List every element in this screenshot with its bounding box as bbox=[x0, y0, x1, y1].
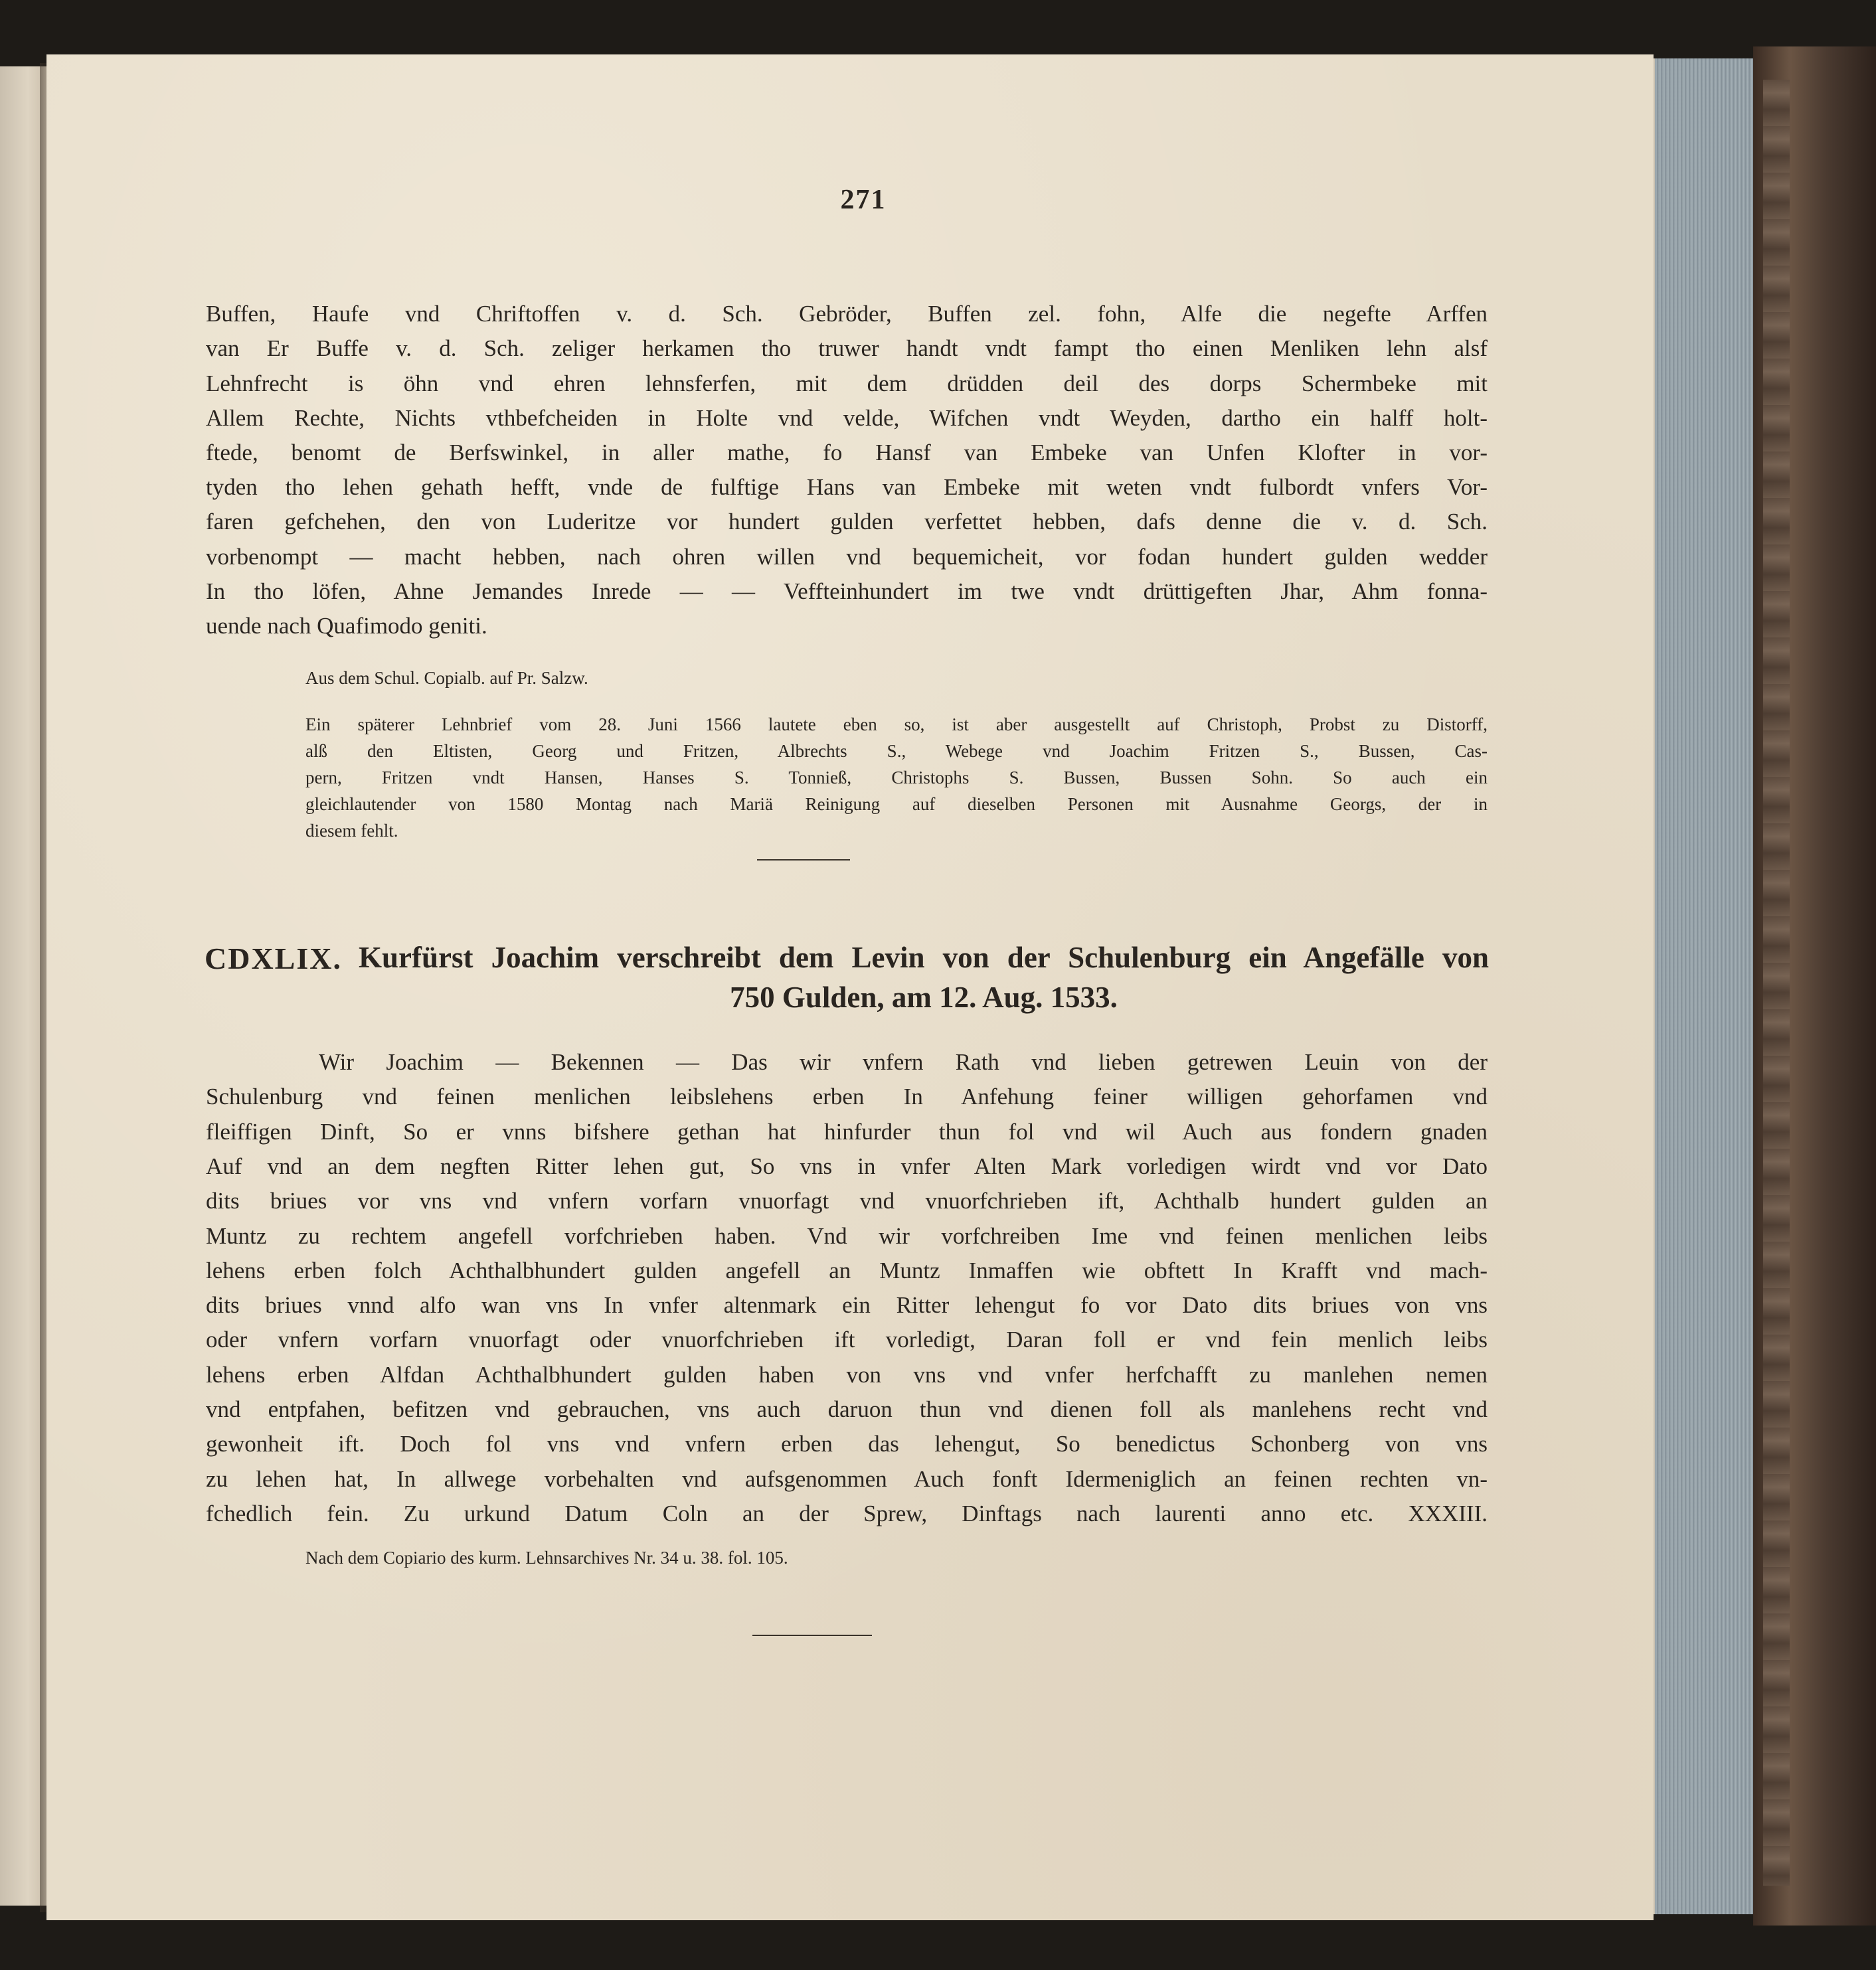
text-line: Schulenburg vnd feinen menlichen leibslehens erben In Anfehung feiner willigen gehorfamen vnd bbox=[206, 1084, 1488, 1109]
cover-marbling bbox=[1763, 80, 1790, 1886]
text-line: Muntz zu rechtem angefell vorfchrieben haben. Vnd wir vorfchreiben Ime vnd feinen menlichen leibs bbox=[206, 1223, 1488, 1249]
text-line: oder vnfern vorfarn vnuorfagt oder vnuorfchrieben ift vorledigt, Daran foll er vnd fein menlich leibs bbox=[206, 1327, 1488, 1353]
source-note-1: Aus dem Schul. Copialb. auf Pr. Salzw. bbox=[305, 668, 588, 688]
source-note-2: Nach dem Copiario des kurm. Lehnsarchives Nr. 34 u. 38. fol. 105. bbox=[305, 1548, 788, 1568]
text-line: tyden tho lehen gehath hefft, vnde de fulftige Hans van Embeke mit weten vndt fulbordt vnfers Vor- bbox=[206, 474, 1488, 500]
text-line: Wir Joachim — Bekennen — Das wir vnfern Rath vnd lieben getrewen Leuin von der bbox=[319, 1049, 1488, 1075]
text-line: dits briues vnnd alfo wan vns In vnfer altenmark ein Ritter lehengut fo vor Dato dits briues von vns bbox=[206, 1292, 1488, 1318]
text-line: Auf vnd an dem negften Ritter lehen gut, So vns in vnfer Alten Mark vorledigen wirdt vnd vor Dato bbox=[206, 1153, 1488, 1179]
footnote-line: diesem fehlt. bbox=[305, 821, 398, 841]
footnote-line: Ein späterer Lehnbrief vom 28. Juni 1566 lautete eben so, ist aber ausgestellt auf Christoph, Probst zu Distorff, bbox=[305, 714, 1488, 734]
text-line: lehens erben folch Achthalbhundert gulden angefell an Muntz Inmaffen wie obftett In Krafft vnd mach- bbox=[206, 1258, 1488, 1283]
text-line: fchedlich fein. Zu urkund Datum Coln an der Sprew, Dinftags nach laurenti anno etc. XXXIII. bbox=[206, 1501, 1488, 1526]
text-line: gewonheit ift. Doch fol vns vnd vnfern erben das lehengut, So benedictus Schonberg von vns bbox=[206, 1431, 1488, 1457]
document-title-line2: 750 Gulden, am 12. Aug. 1533. bbox=[730, 981, 1118, 1014]
page-edges bbox=[1654, 58, 1754, 1914]
text-line: In tho löfen, Ahne Jemandes Inrede — — Veffteinhundert im twe vndt drüttigeften Jhar, Ahm fonna- bbox=[206, 578, 1488, 604]
text-line: dits briues vor vns vnd vnfern vorfarn vnuorfagt vnd vnuorfchrieben ift, Achthalb hundert gulden an bbox=[206, 1188, 1488, 1214]
footnote-line: alß den Eltisten, Georg und Fritzen, Albrechts S., Webege vnd Joachim Fritzen S., Bussen, Cas- bbox=[305, 741, 1488, 761]
document-title: Kurfürst Joachim verschreibt dem Levin von der Schulenburg ein Angefälle von bbox=[359, 941, 1489, 974]
document-number: CDXLIX. bbox=[205, 942, 342, 975]
text-line: Lehnfrecht is öhn vnd ehren lehnsferfen, mit dem drüdden deil des dorps Schermbeke mit bbox=[206, 370, 1488, 396]
text-line: van Er Buffe v. d. Sch. zeliger herkamen tho truwer handt vndt fampt tho einen Menliken lehn alsf bbox=[206, 335, 1488, 361]
footnote-line: gleichlautender von 1580 Montag nach Mariä Reinigung auf dieselben Personen mit Ausnahme Georgs, der in bbox=[305, 794, 1488, 814]
text-line: vnd entpfahen, befitzen vnd gebrauchen, vns auch daruon thun vnd dienen foll als manlehens recht vnd bbox=[206, 1396, 1488, 1422]
text-line: zu lehen hat, In allwege vorbehalten vnd aufsgenommen Auch fonft Idermeniglich an feinen rechten vn- bbox=[206, 1466, 1488, 1492]
text-line: fleiffigen Dinft, So er vnns bifshere gethan hat hinfurder thun fol vnd wil Auch aus fondern gnaden bbox=[206, 1119, 1488, 1145]
footnote-line: pern, Fritzen vndt Hansen, Hanses S. Tonnieß, Christophs S. Bussen, Bussen Sohn. So auch ein bbox=[305, 768, 1488, 787]
text-line: Buffen, Haufe vnd Chriftoffen v. d. Sch. Gebröder, Buffen zel. fohn, Alfe die negefte Arffen bbox=[206, 301, 1488, 327]
text-line: faren gefchehen, den von Luderitze vor hundert gulden verfettet hebben, dafs denne die v. d. Sch. bbox=[206, 509, 1488, 534]
end-divider bbox=[752, 1635, 872, 1636]
book-page bbox=[46, 54, 1654, 1920]
page-number: 271 bbox=[840, 185, 887, 215]
text-line: Allem Rechte, Nichts vthbefcheiden in Holte vnd velde, Wifchen vndt Weyden, dartho ein halff holt- bbox=[206, 405, 1488, 431]
text-line: uende nach Quafimodo geniti. bbox=[206, 613, 487, 639]
text-line: vorbenompt — macht hebben, nach ohren willen vnd bequemicheit, vor fodan hundert gulden wedder bbox=[206, 544, 1488, 570]
text-line: ftede, benomt de Berfswinkel, in aller mathe, fo Hansf van Embeke van Unfen Klofter in vor- bbox=[206, 440, 1488, 465]
text-line: lehens erben Alfdan Achthalbhundert gulden haben von vns vnd vnfer herfchafft zu manlehen nemen bbox=[206, 1362, 1488, 1388]
section-divider bbox=[757, 859, 850, 861]
